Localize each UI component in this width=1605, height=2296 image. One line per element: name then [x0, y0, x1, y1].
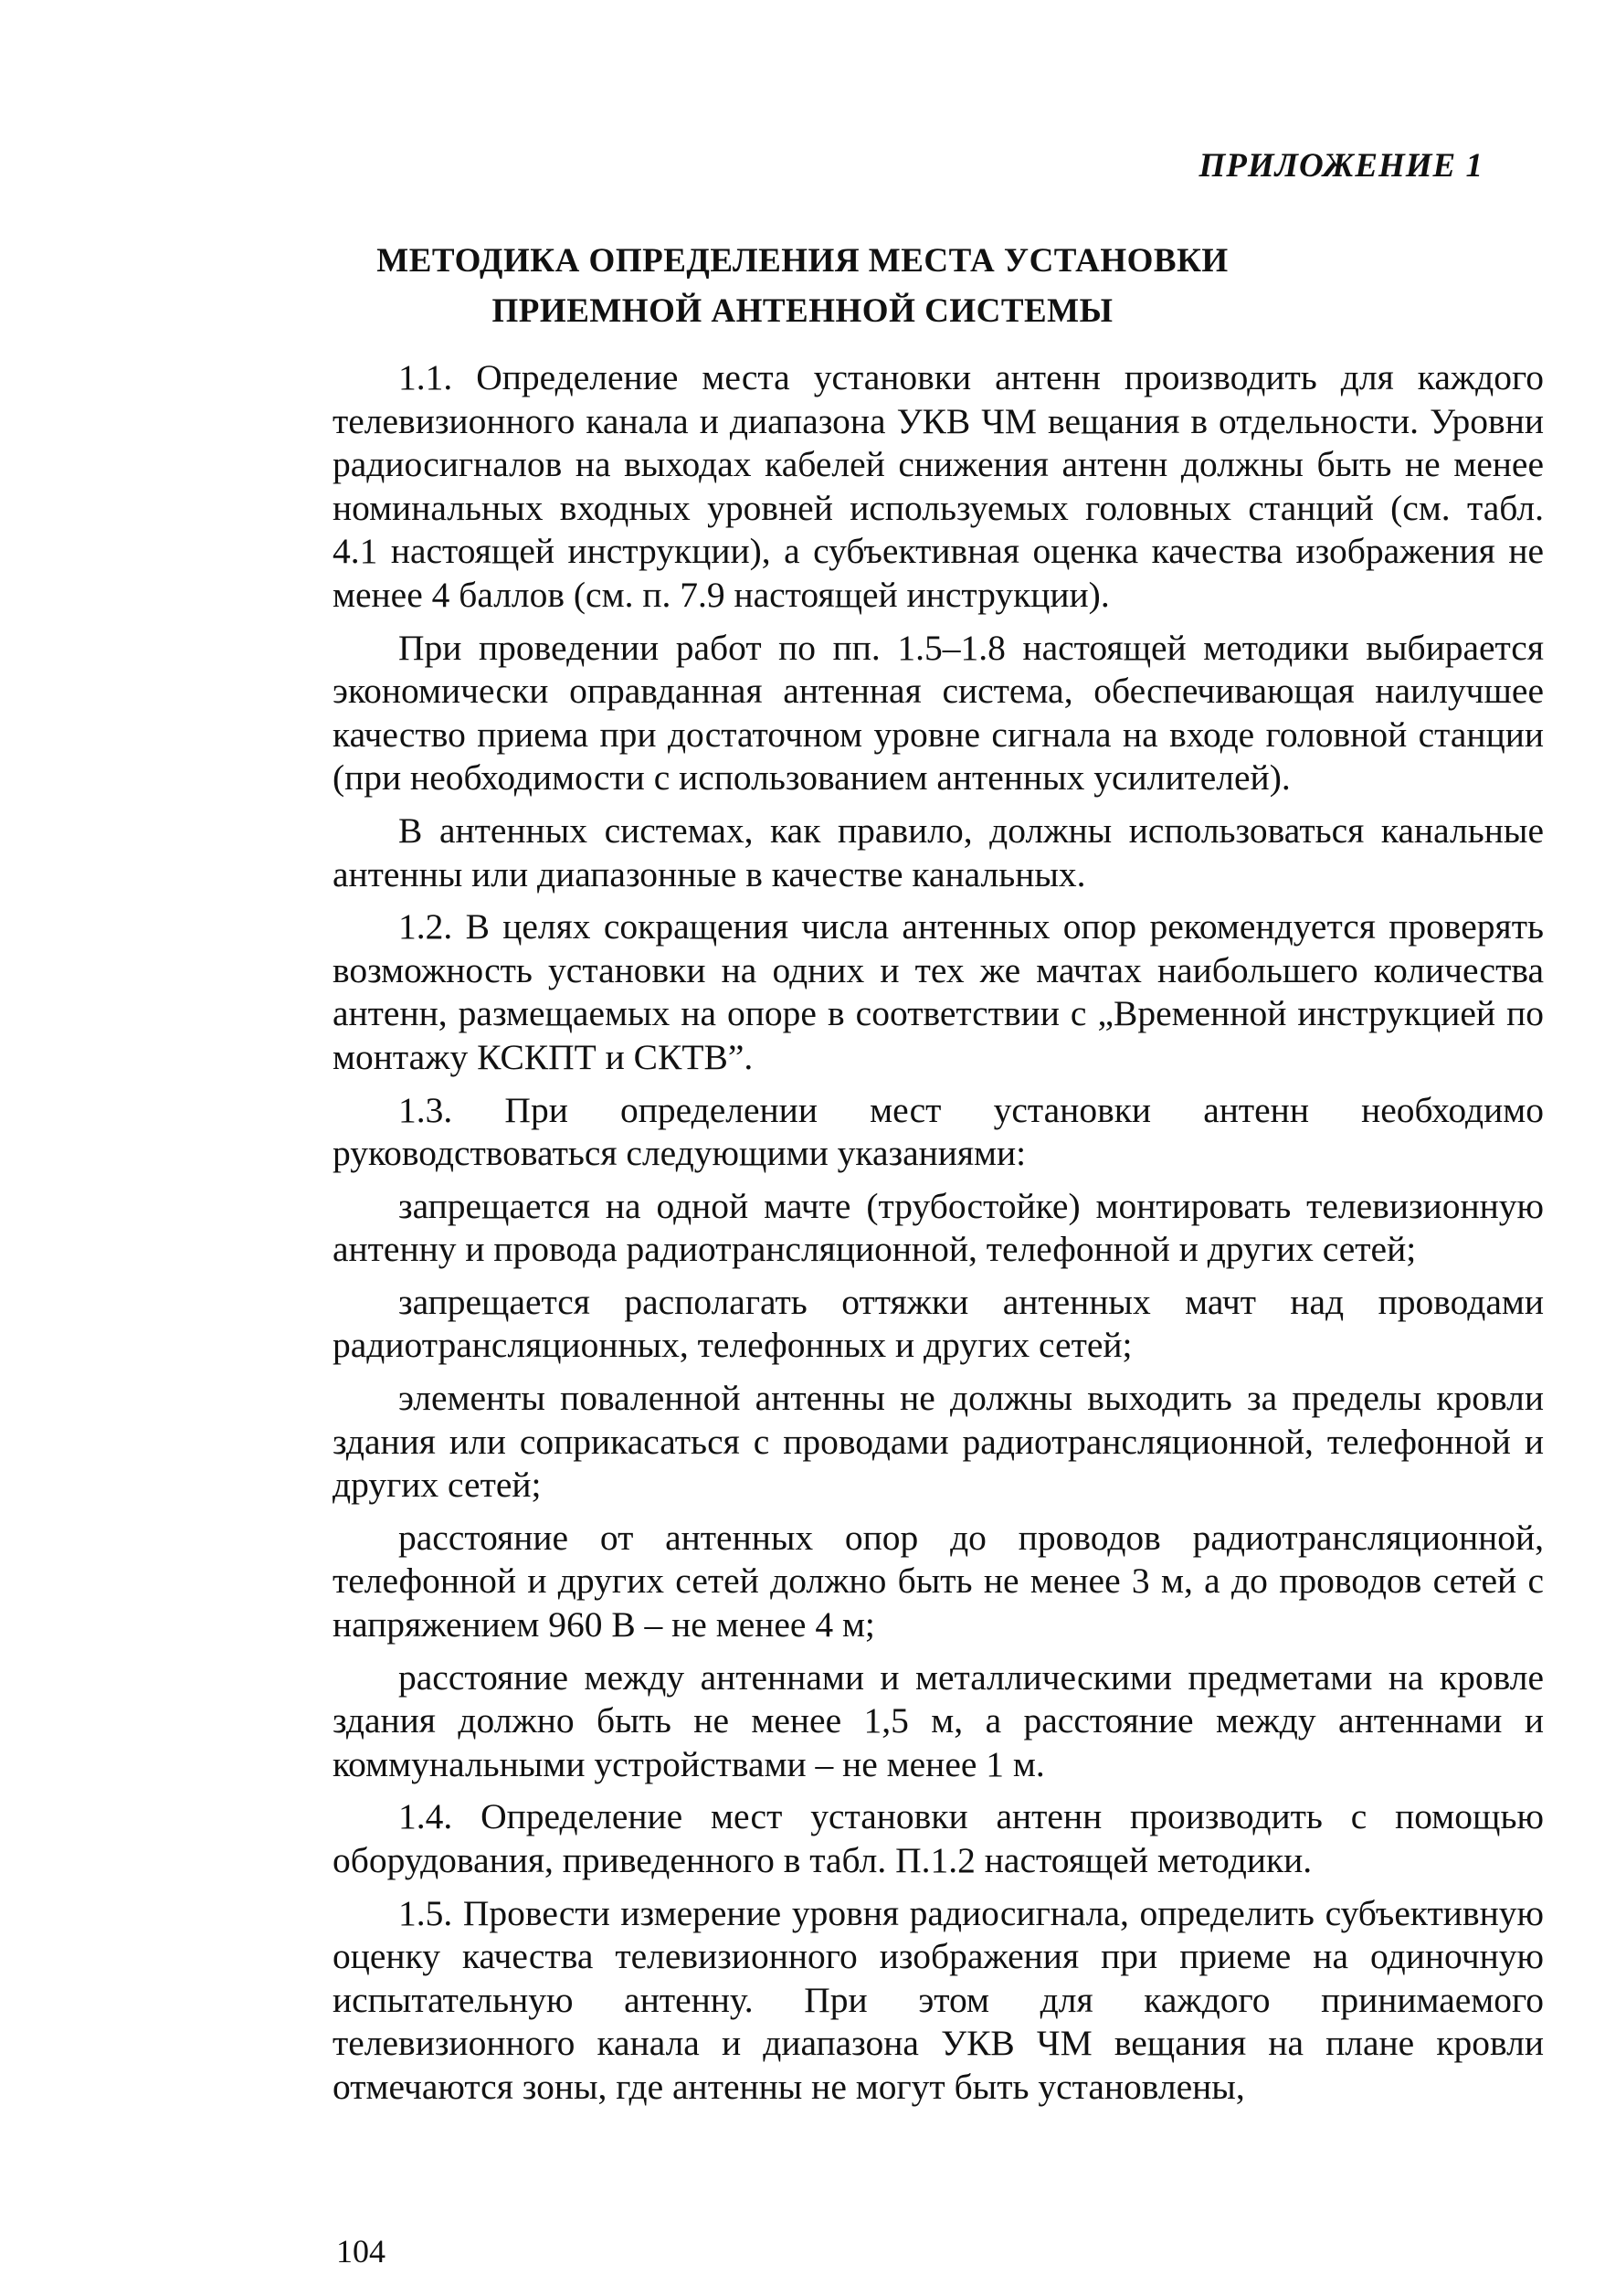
list-item-mast-restriction: запрещается на одной мачте (трубостойке) монтировать телевизионную антенну и провода радиотрансляционной, телефонной и других сетей;	[333, 1185, 1544, 1270]
paragraph-channel-antennas: В антенных системах, как правило, должны использоваться канальные антенны или диапазонные в качестве канальных.	[333, 809, 1544, 894]
paragraph-1-1: 1.1. Определение места установки антенн производить для каждого телевизионного канала и диапазона УКВ ЧМ вещания в отдельности. Уровни радиосигналов на выходах кабелей снижения антенн должны быть не менее номинальных входных уровней используемых головных станций (см. табл. 4.1 настоящей инструкции), а субъективная оценка качества изображения не менее 4 баллов (см. п. 7.9 настоящей инструкции).	[333, 357, 1544, 615]
title-line-1: МЕТОДИКА ОПРЕДЕЛЕНИЯ МЕСТА УСТАНОВКИ	[376, 242, 1229, 280]
title-line-2: ПРИЕМНОЙ АНТЕННОЙ СИСТЕМЫ	[491, 292, 1114, 330]
document-title	[274, 236, 1331, 336]
list-item-fallen-antenna: элементы поваленной антенны не должны выходить за пределы кровли здания или соприкасаться с проводами радиотрансляционной, телефонной и других сетей;	[333, 1378, 1544, 1506]
paragraph-antenna-selection: При проведении работ по пп. 1.5–1.8 настоящей методики выбирается экономически оправданная антенная система, обеспечивающая наилучшее качество приема при достаточном уровне сигнала на входе головной станции (при необходимости с использованием антенных усилителей).	[333, 627, 1544, 799]
body-text	[333, 356, 1544, 2119]
paragraph-1-5: 1.5. Провести измерение уровня радиосигнала, определить субъективную оценку качества телевизионного изображения при приеме на одиночную испытательную антенну. При этом для каждого принимаемого телевизионного канала и диапазона УКВ ЧМ вещания на плане кровли отмечаются зоны, где антенны не могут быть установлены,	[333, 1892, 1544, 2107]
appendix-label: ПРИЛОЖЕНИЕ 1	[1198, 147, 1484, 185]
list-item-wire-distance: расстояние от антенных опор до проводов радиотрансляционной, телефонной и других сетей должно быть не менее 3 м, а до проводов сетей с напряжением 960 В – не менее 4 м;	[333, 1517, 1544, 1645]
paragraph-1-2: 1.2. В целях сокращения числа антенных опор рекомендуется проверять возможность установки на одних и тех же мачтах наибольшего количества антенн, размещаемых на опоре в соответствии с „Временной инструкцией по монтажу КСКПТ и СКТВ”.	[333, 906, 1544, 1077]
page-number: 104	[336, 2233, 385, 2270]
list-item-guy-wires: запрещается располагать оттяжки антенных мачт над проводами радиотрансляционных, телефонных и других сетей;	[333, 1281, 1544, 1366]
paragraph-1-3: 1.3. При определении мест установки антенн необходимо руководствоваться следующими указаниями:	[333, 1089, 1544, 1174]
list-item-metal-objects-distance: расстояние между антеннами и металлическими предметами на кровле здания должно быть не менее 1,5 м, а расстояние между антеннами и коммунальными устройствами – не менее 1 м.	[333, 1656, 1544, 1784]
paragraph-1-4: 1.4. Определение мест установки антенн производить с помощью оборудования, приведенного в табл. П.1.2 настоящей методики.	[333, 1796, 1544, 1880]
